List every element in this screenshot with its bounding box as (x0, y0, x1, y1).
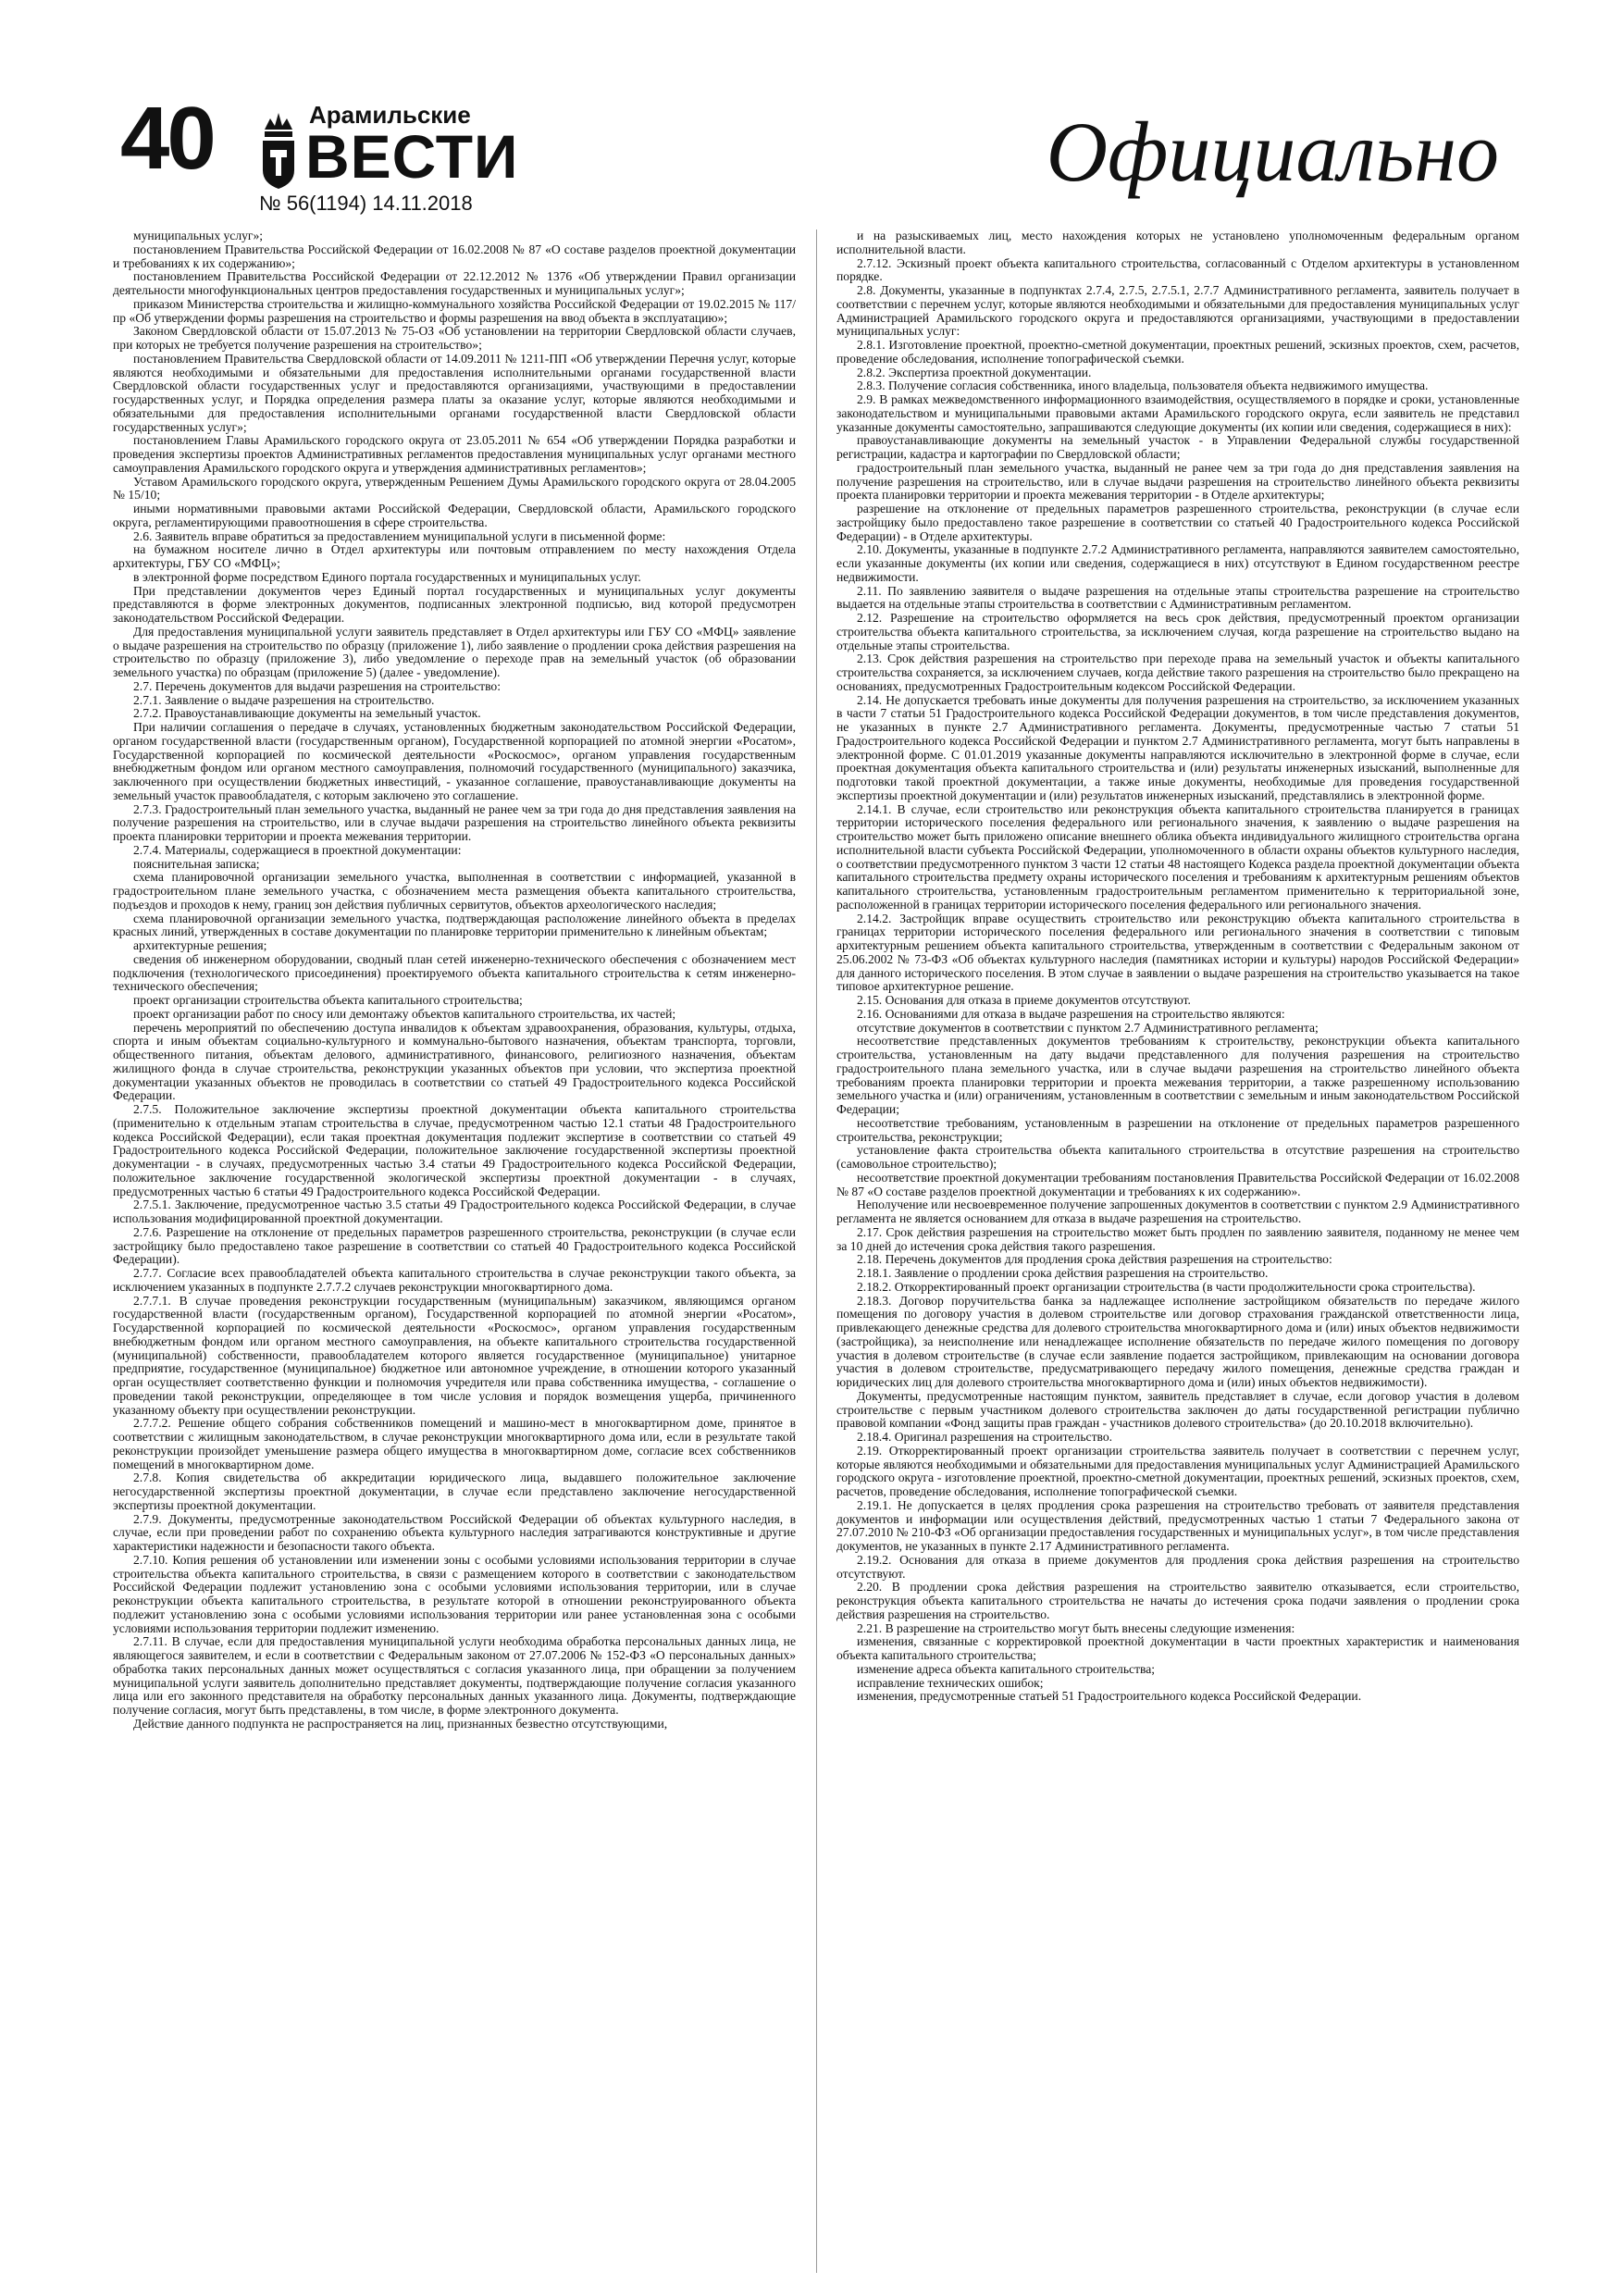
paragraph: исправление технических ошибок; (857, 1675, 1044, 1690)
paragraph: 2.7.6. Разрешение на отклонение от предельных параметров разрешенного строительства, реконструкции (в случае если застройщику было предоставлено такое разрешение в соответствии со статьей 40 Градостроительного кодекса Российской Федерации). (113, 1224, 796, 1267)
paragraph: 2.19.1. Не допускается в целях продления срока разрешения на строительство требовать от заявителя представления документов и информации или осуществления действий, предусмотренных частью 1 статьи 7 Федерального закона от 27.07.2010 № 210-ФЗ «Об организации предоставления государственных и муниципальных услуг», в том числе представления документов, не указанных в пункте 2.17 Административного регламента. (836, 1497, 1519, 1553)
paragraph: на бумажном носителе лично в Отдел архитектуры или почтовым отправлением по месту нахождения Отдела архитектуры, ГБУ СО «МФЦ»; (113, 542, 796, 570)
paragraph: 2.7.7.1. В случае проведения реконструкции государственным (муниципальным) заказчиком, являющимся органом государственной власти (государственным органом), Государственной корпорацией по атомной энергии «Росатом», Государственной корпорацией по космической деятельности «Роскосмос», органом управления государственным внебюджетным фондом или органом местного самоуправления, на объекте капитального строительства государственной (муниципальной) собственности, правообладателем которого является государственное (муниципальное) унитарное предприятие, государственное (муниципальное) бюджетное или автономное учреждение, в отношении которого указанный орган осуществляет соответственно функции и полномочия учредителя или права собственника имущества, - соглашение о проведении такой реконструкции, определяющее в том числе условия и порядок возмещения ущерба, причиненного указанному объекту при осуществлении реконструкции. (113, 1293, 796, 1417)
section-title: Официально (1046, 105, 1499, 199)
paragraph: 2.11. По заявлению заявителя о выдаче разрешения на отдельные этапы строительства разрешение на строительство выдается на отдельные этапы строительства в соответствии с Административным регламентом. (836, 583, 1519, 612)
paragraph: 2.10. Документы, указанные в подпункте 2.7.2 Административного регламента, направляются заявителем самостоятельно, если указанные документы (их копии или сведения, содержащиеся в них) отсутствуют в Едином государственном реестре недвижимости. (836, 542, 1519, 584)
masthead (111, 89, 1518, 222)
paragraph: изменения, предусмотренные статьей 51 Градостроительного кодекса Российской Федерации. (857, 1689, 1362, 1704)
paragraph: 2.7.5. Положительное заключение экспертизы проектной документации объекта капитального строительства (применительно к отдельным этапам строительства в случае, предусмотренном частью 12.1 статьи 48 Градостроительного кодекса Российской Федерации), если такая проектная документация подлежит экспертизе в соответствии со статьей 49 Градостроительного кодекса Российской Федерации, положительное заключение государственной экспертизы проектной документации - в случаях, предусмотренных частью 3.4 статьи 49 Градостроительного кодекса Российской Федерации, положительное заключение государственной экологической экспертизы проектной документации - в случаях, предусмотренных частью 6 статьи 49 Градостроительного кодекса Российской Федерации. (113, 1102, 796, 1198)
paragraph: несоответствие представленных документов требованиям к строительству, реконструкции объекта капитального строительства, установленным на дату выдачи представленного для получения разрешения на строительство градостроительного плана земельного участка, или в случае выдачи разрешения на строительство линейного объекта требованиям проекта планировки территории и проекта межевания территории, а также разрешенному использованию земельного участка и (или) ограничениям, установленным в соответствии с земельным и иным законодательством Российской Федерации; (836, 1034, 1519, 1116)
paragraph: проект организации строительства объекта капитального строительства; (133, 993, 523, 1007)
paragraph: схема планировочной организации земельного участка, подтверждающая расположение линейного объекта в пределах красных линий, утвержденных в составе документации по планировке территории применительно к линейным объектам; (113, 911, 796, 939)
paragraph: 2.7.5.1. Заключение, предусмотренное частью 3.5 статьи 49 Градостроительного кодекса Российской Федерации, в случае использования модифицированной проектной документации. (113, 1198, 796, 1225)
paragraph: приказом Министерства строительства и жилищно-коммунального хозяйства Российской Федерации от 19.02.2015 № 117/пр «Об утверждении формы разрешения на строительство и формы разрешения на ввод объекта в эксплуатацию»; (113, 296, 796, 325)
paragraph: в электронной форме посредством Единого портала государственных и муниципальных услуг. (133, 569, 641, 584)
paragraph: сведения об инженерном оборудовании, сводный план сетей инженерно-технического обеспечения с обозначением мест подключения (технологического присоединения) проектируемого объекта капитального строительства к сетям инженерно-технического обеспечения; (113, 951, 796, 994)
paragraph: 2.8.1. Изготовление проектной, проектно-сметной документации, проектных решений, эскизных проектов, схем, расчетов, проведение обследования, исполнение топографической съемки. (836, 338, 1519, 366)
paragraph: 2.18.4. Оригинал разрешения на строительство. (857, 1430, 1113, 1444)
paragraph: Для предоставления муниципальной услуги заявитель представляет в Отдел архитектуры или ГБУ СО «МФЦ» заявление о выдаче разрешения на строительство по образцу (приложение 1), либо заявление о продлении срока действия разрешения на строительство по образцу (приложение 3), либо уведомление о переходе прав на земельный участок (об образовании земельного участка) по образцам (приложение 5) (далее - уведомление). (113, 624, 796, 679)
paragraph: изменения, связанные с корректировкой проектной документации в части проектных характеристик и наименования объекта капитального строительства; (836, 1634, 1519, 1662)
column-left (113, 230, 796, 2273)
paragraph: пояснительная записка; (133, 856, 260, 871)
paragraph: Действие данного подпункта не распространяется на лиц, признанных безвестно отсутствующими, (133, 1716, 668, 1731)
paragraph: постановлением Правительства Свердловской области от 14.09.2011 № 1211-ПП «Об утверждении Перечня услуг, которые являются необходимыми и обязательными для предоставления исполнительными органами государственной власти Свердловской области государственных услуг и предоставляются организациями, участвующими в предоставлении государственных услуг, и Порядка определения размера платы за оказание услуг, которые являются необходимыми и обязательными для предоставления исполнительными органами государственной власти Свердловской области государственных услуг»; (113, 351, 796, 434)
paragraph: 2.8.2. Экспертиза проектной документации. (857, 365, 1092, 379)
paragraph: правоустанавливающие документы на земельный участок - в Управлении Федеральной службы государственной регистрации, кадастра и картографии по Свердловской области; (836, 433, 1519, 461)
article-body (113, 230, 1519, 2273)
paragraph: 2.7.8. Копия свидетельства об аккредитации юридического лица, выдавшего положительное заключение негосударственной экспертизы проектной документации, в случае если представлено заключение негосударственной экспертизы проектной документации. (113, 1471, 796, 1512)
column-divider (816, 230, 817, 2273)
paragraph: изменение адреса объекта капитального строительства; (857, 1661, 1156, 1676)
paragraph: При представлении документов через Единый портал государственных и муниципальных услуг документы представляются в форме электронных документов, подписанных электронной подписью, вид которой предусмотрен законодательством Российской Федерации. (113, 583, 796, 625)
paragraph: 2.19.2. Основания для отказа в приеме документов для продления срока действия разрешения на строительство отсутствуют. (836, 1552, 1519, 1581)
paragraph: установление факта строительства объекта капитального строительства в отсутствие разрешения на строительство (самовольное строительство); (836, 1143, 1519, 1171)
paragraph: 2.18.2. Откорректированный проект организации строительства (в части продолжительности срока строительства). (857, 1279, 1476, 1294)
paragraph: градостроительный план земельного участка, выданный не ранее чем за три года до дня представления заявления на получение разрешения на строительство, или в случае выдачи разрешения на строительство линейного объекта реквизиты проекта планировки территории и проекта межевания территории - в Отделе архитектуры; (836, 460, 1519, 503)
issue-info: № 56(1194) 14.11.2018 (259, 192, 473, 215)
paragraph: Документы, предусмотренные настоящим пунктом, заявитель представляет в случае, если договор участия в долевом строительстве с первым участником долевого строительства заключен до даты государственной регистрации публично правовой компании «Фонд защиты прав граждан - участников долевого строительства» (до 20.10.2018 включительно). (836, 1388, 1519, 1431)
paragraph: 2.7.1. Заявление о выдаче разрешения на строительство. (133, 692, 435, 707)
paragraph: 2.7.12. Эскизный проект объекта капитального строительства, согласованный с Отделом архитектуры в установленном порядке. (836, 255, 1519, 284)
paragraph: перечень мероприятий по обеспечению доступа инвалидов к объектам здравоохранения, образования, культуры, отдыха, спорта и иным объектам социально-культурного и коммунально-бытового назначения, объектам транспорта, торговли, общественного питания, объектам делового, административного, финансового, религиозного назначения, объектам жилищного фонда в случае строительства, реконструкции указанных объектов при условии, что экспертиза проектной документации указанных объектов не проводилась в соответствии со статьей 49 Градостроительного кодекса Российской Федерации. (113, 1020, 796, 1103)
paragraph: отсутствие документов в соответствии с пунктом 2.7 Административного регламента; (857, 1020, 1319, 1035)
brand-name: ВЕСТИ (305, 122, 519, 191)
paragraph: 2.7.4. Материалы, содержащиеся в проектной документации: (133, 842, 462, 857)
paragraph: постановлением Правительства Российской Федерации от 16.02.2008 № 87 «О составе разделов проектной документации и требованиях к их содержанию»; (113, 242, 796, 270)
paragraph: 2.17. Срок действия разрешения на строительство может быть продлен по заявлению заявителя, поданному не менее чем за 10 дней до истечения срока действия такого разрешения. (836, 1224, 1519, 1253)
paragraph: 2.7.11. В случае, если для предоставления муниципальной услуги необходима обработка персональных данных лица, не являющегося заявителем, и если в соответствии с Федеральным законом от 27.07.2006 № 152-ФЗ «О персональных данных» обработка таких персональных данных может осуществляться с согласия указанного лица, при обращении за получением муниципальной услуги заявитель дополнительно представляет документы, подтверждающие получение согласия указанного лица или его законного представителя на обработку персональных данных указанного лица. Документы, подтверждающие получение согласия, могут быть представлены, в том числе, в форме электронного документа. (113, 1634, 796, 1717)
brand-top: Арамильские (309, 101, 471, 129)
paragraph: 2.18. Перечень документов для продления срока действия разрешения на строительство: (857, 1252, 1332, 1267)
paragraph: 2.14.2. Застройщик вправе осуществить строительство или реконструкцию объекта капитального строительства в границах территории исторического поселения федерального или регионального значения в соответствии с типовым архитектурным решением объекта капитального строительства, утвержденным в соответствии с Федеральным законом от 25.06.2002 № 73-ФЗ «Об объектах культурного наследия (памятниках истории и культуры) народов Российской Федерации» для данного исторического поселения. В этом случае в заявлении о выдаче разрешения на строительство указывается на такое типовое архитектурное решение. (836, 911, 1519, 994)
paragraph: 2.7.2. Правоустанавливающие документы на земельный участок. (133, 706, 481, 721)
coat-of-arms-icon (259, 105, 298, 191)
paragraph: Законом Свердловской области от 15.07.2013 № 75-ОЗ «Об установлении на территории Свердловской области случаев, при которых не требуется получение разрешения на строительство»; (113, 324, 796, 352)
paragraph: 2.6. Заявитель вправе обратиться за предоставлением муниципальной услуги в письменной форме: (133, 528, 666, 543)
paragraph: 2.20. В продлении срока действия разрешения на строительство заявителю отказывается, если строительство, реконструкция объекта капитального строительства не начаты до истечения срока подачи заявления о продлении срока действия разрешения на строительство. (836, 1580, 1519, 1621)
paragraph: 2.19. Откорректированный проект организации строительства заявитель получает в соответствии с перечнем услуг, которые являются необходимыми и обязательными для предоставления муниципальных услуг Администрацией Арамильского городского округа - изготовление проектной, проектно-сметной документации, проектных решений, эскизных проектов, схем, расчетов, проведение обследования, исполнение топографической съемки. (836, 1443, 1519, 1498)
paragraph: 2.21. В разрешение на строительство могут быть внесены следующие изменения: (857, 1620, 1295, 1635)
paragraph: муниципальных услуг»; (133, 230, 264, 242)
paragraph: 2.18.3. Договор поручительства банка за надлежащее исполнение застройщиком обязательств по передаче жилого помещения по договору участия в долевом строительстве или договор страхования гражданской ответственности лица, привлекающего денежные средства для долевого строительства многоквартирного дома и (или) иных объектов недвижимости (застройщика), за неисполнение или ненадлежащее исполнение обязательств по передаче жилого помещения по договору участия в долевом строительстве (в случае если заявление подается застройщиком, привлекающим на основании договора участия в долевом строительстве, предусматривающего передачу жилого помещения, денежные средства граждан и юридических лиц для долевого строительства многоквартирного дома и (или) иных объектов недвижимости). (836, 1293, 1519, 1389)
paragraph: 2.12. Разрешение на строительство оформляется на весь срок действия, предусмотренный проектом организации строительства объекта капитального строительства, за исключением случая, когда разрешение на строительство выдано на отдельные этапы строительства. (836, 611, 1519, 652)
paragraph: иными нормативными правовыми актами Российской Федерации, Свердловской области, Арамильского городского округа, регламентирующими правоотношения в сфере строительства. (113, 502, 796, 529)
paragraph: несоответствие требованиям, установленным в разрешении на отклонение от предельных параметров разрешенного строительства, реконструкции; (836, 1115, 1519, 1144)
paragraph: архитектурные решения; (133, 938, 267, 952)
paragraph: 2.7.7. Согласие всех правообладателей объекта капитального строительства в случае реконструкции такого объекта, за исключением указанных в подпункте 2.7.7.2 случаев реконструкции многоквартирного дома. (113, 1266, 796, 1294)
paragraph: Уставом Арамильского городского округа, утвержденным Решением Думы Арамильского городского округа от 28.04.2005 № 15/10; (113, 474, 796, 503)
paragraph: 2.14.1. В случае, если строительство или реконструкция объекта капитального строительства планируется в границах территории исторического поселения федерального или регионального значения, к заявлению о выдаче разрешения на строительство может быть приложено описание внешнего облика объекта индивидуального жилищного строительства органа исполнительной власти субъекта Российской Федерации, уполномоченного в области охраны объектов культурного наследия, о соответствии предусмотренного пунктом 3 части 12 статьи 48 настоящего Кодекса раздела проектной документации объекта капитального строительства предмету охраны исторического поселения и требованиям к архитектурным решениям объектов капитального строительства, установленным градостроительным регламентом применительно к территориальной зоне, расположенной в границах территории исторического поселения федерального или регионального значения. (836, 801, 1519, 912)
paragraph: 2.8.3. Получение согласия собственника, иного владельца, пользователя объекта недвижимого имущества. (857, 379, 1429, 393)
paragraph: 2.7.9. Документы, предусмотренные законодательством Российской Федерации об объектах культурного наследия, в случае, если при проведении работ по сохранению объекта культурного наследия затрагиваются конструктивные и другие характеристики надежности и безопасности такого объекта. (113, 1511, 796, 1553)
paragraph: постановлением Правительства Российской Федерации от 22.12.2012 № 1376 «Об утверждении Правил организации деятельности многофункциональных центров предоставления государственных и муниципальных услуг»; (113, 269, 796, 297)
paragraph: Неполучение или несвоевременное получение запрошенных документов в соответствии с пунктом 2.9 Административного регламента не является основанием для отказа в выдаче разрешения на строительство. (836, 1198, 1519, 1225)
paragraph: 2.8. Документы, указанные в подпунктах 2.7.4, 2.7.5, 2.7.5.1, 2.7.7 Административного регламента, заявитель получает в соответствии с перечнем услуг, которые являются необходимыми и обязательными для предоставления муниципальных услуг Администрацией Арамильского городского округа и предоставляются организациями, участвующими в предоставлении муниципальных услуг: (836, 283, 1519, 339)
paragraph: 2.16. Основаниями для отказа в выдаче разрешения на строительство являются: (857, 1006, 1285, 1021)
paragraph: 2.9. В рамках межведомственного информационного взаимодействия, осуществляемого в порядке и сроки, установленные законодательством и муниципальными правовыми актами Арамильского городского округа, если заявитель не представил указанные документы самостоятельно, запрашиваются следующие документы (их копии или сведения, содержащиеся в них): (836, 392, 1519, 434)
paragraph: и на разыскиваемых лиц, место нахождения которых не установлено уполномоченным федеральным органом исполнительной власти. (836, 230, 1519, 256)
column-right (836, 230, 1519, 2273)
paragraph: 2.7. Перечень документов для выдачи разрешения на строительство: (133, 678, 501, 693)
paragraph: 2.7.3. Градостроительный план земельного участка, выданный не ранее чем за три года до дня представления заявления на получение разрешения на строительство, или в случае выдачи разрешения на строительство линейного объекта реквизиты проекта планировки территории и проекта межевания территории. (113, 801, 796, 843)
paragraph: 2.13. Срок действия разрешения на строительство при переходе права на земельный участок и объекты капитального строительства сохраняется, за исключением случаев, когда действие такого разрешения на строительство было прекращено на основаниях, предусмотренных Градостроительным кодексом Российской Федерации. (836, 652, 1519, 693)
paragraph: схема планировочной организации земельного участка, выполненная в соответствии с информацией, указанной в градостроительном плане земельного участка, с обозначением места размещения объекта капитального строительства, подъездов и проходов к нему, границ зон действия публичных сервитутов, объектов археологического наследия; (113, 870, 796, 912)
paragraph: постановлением Главы Арамильского городского округа от 23.05.2011 № 654 «Об утверждении Порядка разработки и проведения экспертизы проектов Административных регламентов предоставления муниципальных услуг органами местного самоуправления Арамильского городского округа и утверждения административных регламентов»; (113, 433, 796, 475)
paragraph: 2.15. Основания для отказа в приеме документов отсутствуют. (857, 993, 1191, 1007)
paragraph: несоответствие проектной документации требованиям постановления Правительства Российской Федерации от 16.02.2008 № 87 «О составе разделов проектной документации и требованиях к их содержанию». (836, 1170, 1519, 1198)
paragraph: 2.7.7.2. Решение общего собрания собственников помещений и машино-мест в многоквартирном доме, принятое в соответствии с жилищным законодательством, в случае реконструкции многоквартирного дома или, если в результате такой реконструкции произойдет уменьшение размера общего имущества в многоквартирном доме, согласие всех собственников помещений в многоквартирном доме. (113, 1416, 796, 1471)
paragraph: 2.18.1. Заявление о продлении срока действия разрешения на строительство. (857, 1266, 1269, 1280)
paragraph: проект организации работ по сносу или демонтажу объектов капитального строительства, их частей; (133, 1006, 676, 1021)
page-number: 40 (120, 89, 214, 188)
paragraph: При наличии соглашения о передаче в случаях, установленных бюджетным законодательством Российской Федерации, органом государственной власти (государственным органом), Государственной корпорацией по атомной энергии «Росатом», Государственной корпорацией по космической деятельности «Роскосмос», органом управления государственным внебюджетным фондом или органом местного самоуправления, полномочий государственного (муниципального) заказчика, заключенного при осуществлении бюджетных инвестиций, - указанное соглашение, правоустанавливающие документы на земельный участок правообладателя, с которым заключено это соглашение. (113, 720, 796, 802)
paragraph: разрешение на отклонение от предельных параметров разрешенного строительства, реконструкции (в случае если застройщику было предоставлено такое разрешение в соответствии со статьей 40 Градостроительного кодекса Российской Федерации) - в Отделе архитектуры. (836, 502, 1519, 543)
paragraph: 2.7.10. Копия решения об установлении или изменении зоны с особыми условиями использования территории в случае строительства объекта капитального строительства, в связи с размещением которого в соответствии с законодательством Российской Федерации подлежит установлению зона с особыми условиями использования территории, или в случае реконструкции объекта капитального строительства, в результате которой в отношении реконструированного объекта подлежит установлению зона с особыми условиями использования территории или ранее установленная зона с особыми условиями использования территории подлежит изменению. (113, 1552, 796, 1635)
paragraph: 2.14. Не допускается требовать иные документы для получения разрешения на строительство, за исключением указанных в части 7 статьи 51 Градостроительного кодекса Российской Федерации документов, в том числе представления документов, не указанных в пункте 2.7 Административного регламента. Документы, предусмотренные частью 7 статьи 51 Градостроительного кодекса Российской Федерации и пунктом 2.7 Административного регламента, могут быть направлены в электронной форме. С 01.01.2019 указанные документы направляются исключительно в электронной форме в случае, если проектная документация объекта капитального строительства и (или) результаты инженерных изысканий, выполненные для подготовки такой проектной документации, а также иные документы, необходимые для проведения государственной экспертизы проектной документации и (или) результатов инженерных изысканий, представлялись в электронной форме. (836, 692, 1519, 802)
